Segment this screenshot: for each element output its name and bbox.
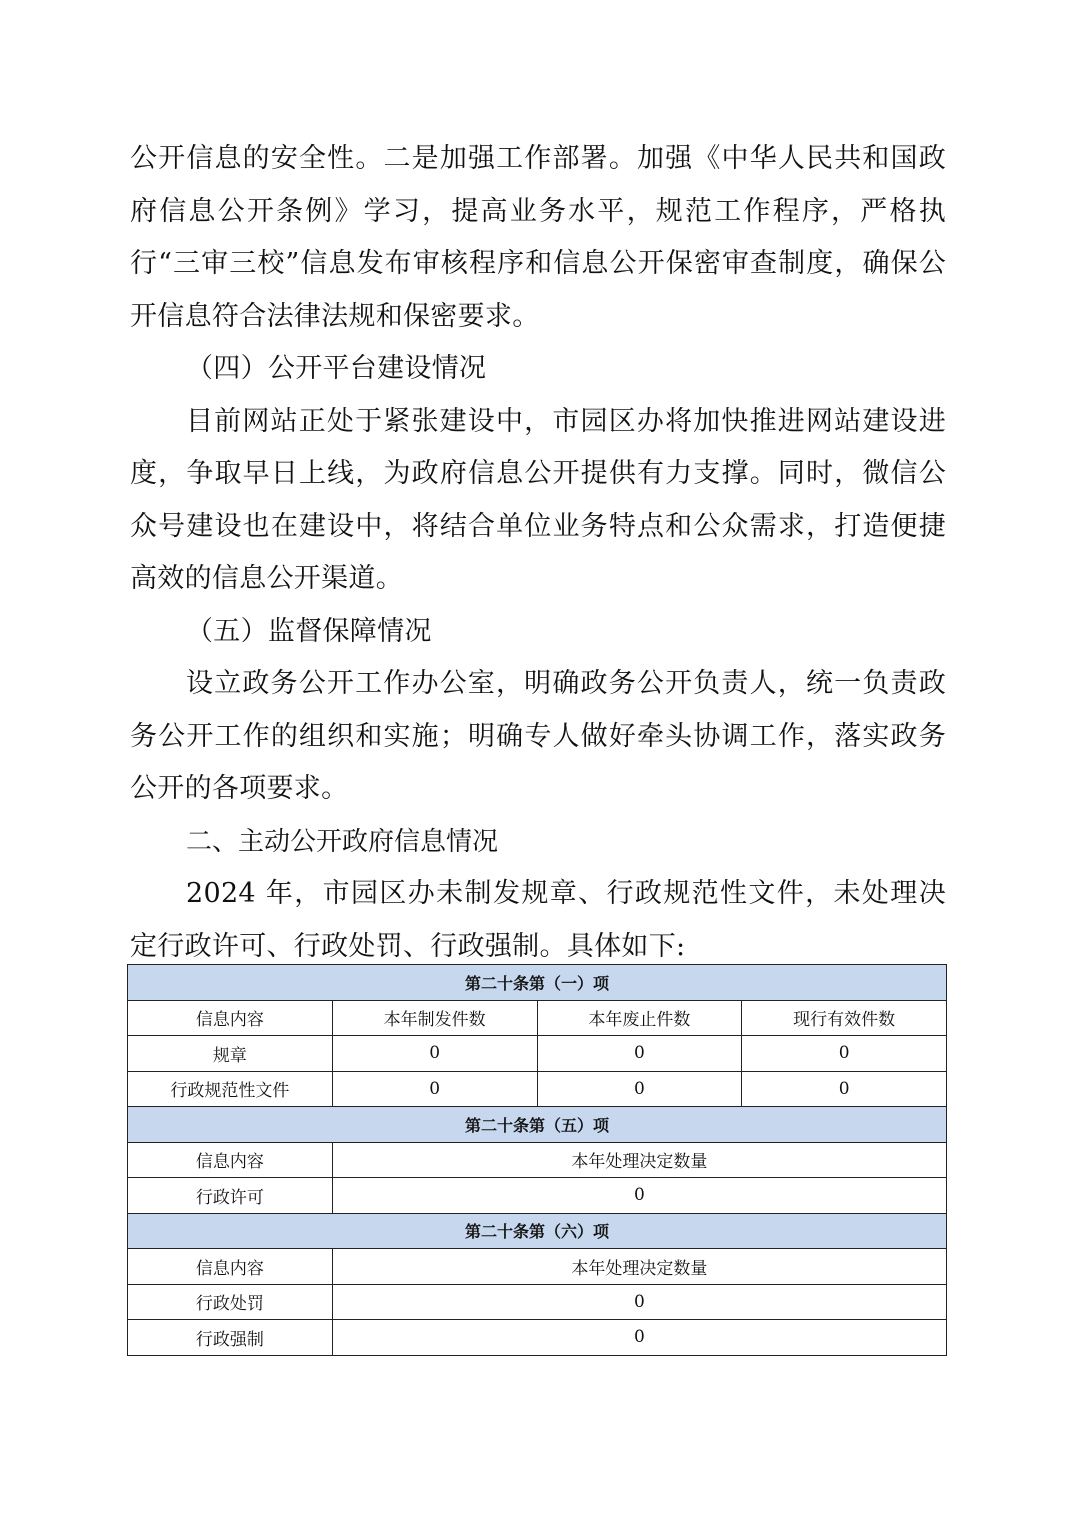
table-row [128, 1320, 947, 1356]
section-heading: 二、主动公开政府信息情况 [186, 826, 499, 857]
table-header-row [128, 1249, 947, 1285]
header-cell: 现行有效件数 [742, 1000, 947, 1036]
table-section-header [128, 965, 947, 1001]
table-cell: 0 [332, 1178, 946, 1214]
table-section-header [128, 1107, 947, 1143]
table-row [128, 1284, 947, 1320]
header-cell: 信息内容 [128, 1142, 333, 1178]
paragraph-platform: 目前网站正处于紧张建设中，市园区办将加快推进网站建设进度，争取早日上线，为政府信息公开提供有力支撑。同时，微信公众号建设也在建设中，将结合单位业务特点和公众需求，打造便捷高效的信息公开渠道。 [130, 405, 946, 594]
table-cell: 0 [332, 1036, 537, 1072]
table-row [128, 1036, 947, 1072]
table-row [128, 1178, 947, 1214]
table-header-row [128, 1142, 947, 1178]
table-cell: 0 [537, 1036, 742, 1072]
section-title-5: 第二十条第（五）项 [128, 1107, 947, 1143]
table-cell: 行政规范性文件 [128, 1071, 333, 1107]
paragraph-security: 公开信息的安全性。二是加强工作部署。加强《中华人民共和国政府信息公开条例》学习，提高业务水平，规范工作程序，严格执行“三审三校”信息发布审核程序和信息公开保密审查制度，确保公开信息符合法律法规和保密要求。 [130, 143, 946, 332]
table-cell: 0 [332, 1071, 537, 1107]
table-row [128, 1071, 947, 1107]
subheading-platform: （四）公开平台建设情况 [186, 353, 487, 384]
section-title-6: 第二十条第（六）项 [128, 1213, 947, 1249]
document-body [130, 133, 946, 973]
table-header-row [128, 1000, 947, 1036]
info-disclosure-table [127, 964, 947, 1356]
table-cell: 0 [537, 1071, 742, 1107]
table-cell: 行政许可 [128, 1178, 333, 1214]
table-section-header [128, 1213, 947, 1249]
table-cell: 行政强制 [128, 1320, 333, 1356]
header-cell: 信息内容 [128, 1249, 333, 1285]
table-cell: 0 [742, 1071, 947, 1107]
paragraph-summary: 2024 年，市园区办未制发规章、行政规范性文件，未处理决定行政许可、行政处罚、行政强制。具体如下: [130, 878, 946, 962]
table-cell: 0 [332, 1320, 946, 1356]
header-cell: 本年处理决定数量 [332, 1249, 946, 1285]
subheading-supervision: （五）监督保障情况 [186, 615, 432, 647]
header-cell: 本年制发件数 [332, 1000, 537, 1036]
table-cell: 规章 [128, 1036, 333, 1072]
table-cell: 0 [332, 1284, 946, 1320]
header-cell: 信息内容 [128, 1000, 333, 1036]
header-cell: 本年处理决定数量 [332, 1142, 946, 1178]
header-cell: 本年废止件数 [537, 1000, 742, 1036]
section-title-1: 第二十条第（一）项 [128, 965, 947, 1001]
paragraph-supervision: 设立政务公开工作办公室，明确政务公开负责人，统一负责政务公开工作的组织和实施；明确专人做好牵头协调工作，落实政务公开的各项要求。 [130, 668, 946, 804]
table-cell: 0 [742, 1036, 947, 1072]
table-cell: 行政处罚 [128, 1284, 333, 1320]
